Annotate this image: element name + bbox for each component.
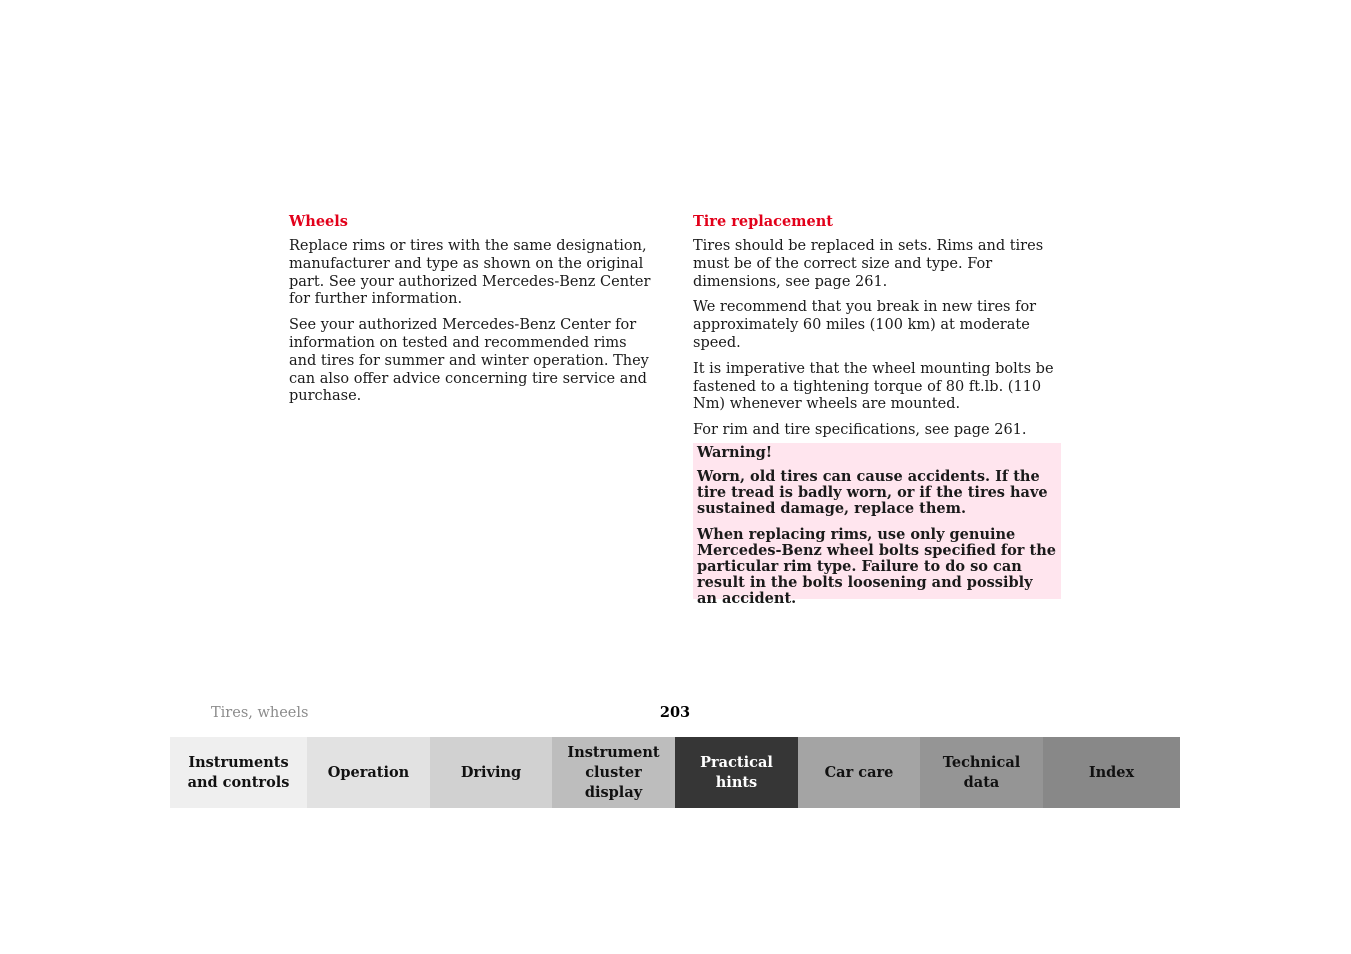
tab-instrument-cluster-display[interactable]: Instrument cluster display: [552, 737, 675, 808]
tab-instruments-and-controls[interactable]: Instruments and controls: [170, 737, 307, 808]
warning-paragraph-2: When replacing rims, use only genuine Mercedes-Benz wheel bolts specified for the particular rim type. Failure to do so can result in the bolts loosening and possibly an accident.: [697, 526, 1056, 607]
wheels-heading: Wheels: [289, 213, 348, 230]
warning-title: Warning!: [697, 444, 773, 461]
tab-car-care[interactable]: Car care: [798, 737, 920, 808]
tire-replacement-section: [693, 212, 1061, 448]
page-number: 203: [659, 704, 691, 721]
chapter-nav-tabs: [170, 737, 1180, 808]
footer-section-title: Tires, wheels: [211, 705, 309, 721]
tab-index[interactable]: Index: [1043, 737, 1180, 808]
tire-replacement-heading: Tire replacement: [693, 213, 833, 230]
tab-technical-data[interactable]: Technical data: [920, 737, 1043, 808]
tire-replacement-paragraph-2: We recommend that you break in new tires for approximately 60 miles (100 km) at moderate speed.: [693, 299, 1037, 351]
warning-box: [693, 443, 1061, 607]
tire-replacement-paragraph-1: Tires should be replaced in sets. Rims and tires must be of the correct size and type. For dimensions, see page 261.: [693, 238, 1044, 290]
tab-operation[interactable]: Operation: [307, 737, 430, 808]
wheels-paragraph-1: Replace rims or tires with the same designation, manufacturer and type as shown on the original part. See your authorized Mercedes-Benz Center for further information.: [289, 238, 651, 308]
tab-driving[interactable]: Driving: [430, 737, 552, 808]
wheels-paragraph-2: See your authorized Mercedes-Benz Center for information on tested and recommended rims and tires for summer and winter operation. They can also offer advice concerning tire service and purchase.: [289, 317, 649, 405]
tire-replacement-paragraph-4: For rim and tire specifications, see page 261.: [693, 422, 1027, 439]
tab-practical-hints[interactable]: Practical hints: [675, 737, 798, 808]
tire-replacement-paragraph-3: It is imperative that the wheel mounting bolts be fastened to a tightening torque of 80 ft.lb. (110 Nm) whenever wheels are mounted.: [693, 360, 1054, 413]
warning-paragraph-1: Worn, old tires can cause accidents. If the tire tread is badly worn, or if the tires have sustained damage, replace them.: [697, 468, 1048, 517]
wheels-section: [289, 212, 657, 414]
